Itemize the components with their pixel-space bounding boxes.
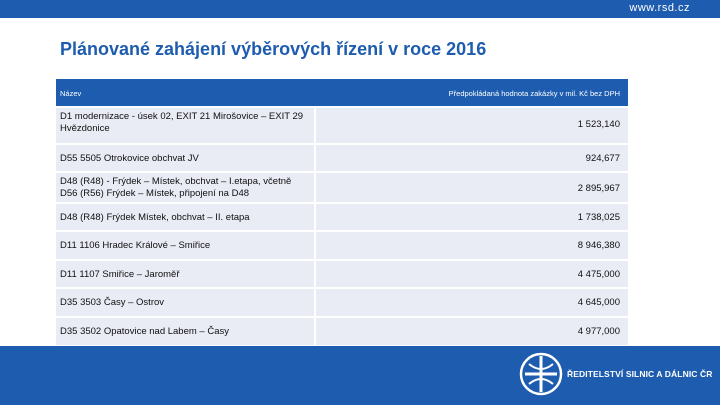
row-name: D11 1106 Hradec Králové – Smiřice: [60, 240, 211, 251]
row-value: 924,677: [585, 153, 620, 164]
row-value: 1 738,025: [577, 212, 620, 223]
table-row: [56, 106, 628, 143]
table-header: [56, 79, 628, 106]
row-name: D35 3502 Opatovice nad Labem – Časy: [60, 326, 229, 337]
row-value: 8 946,380: [577, 240, 620, 251]
table-row: [56, 287, 628, 316]
table-row: [56, 171, 628, 202]
top-bar: [0, 0, 720, 18]
column-header-value: Předpokládaná hodnota zakázky v mil. Kč bez DPH: [448, 89, 620, 98]
slide-title: Plánované zahájení výběrových řízení v roce 2016: [60, 39, 487, 59]
row-name: D48 (R48) - Frýdek – Místek, obchvat – I.etapa, včetně D56 (R56) Frýdek – Místek, připojení na D48: [60, 176, 292, 199]
organization-name: ŘEDITELSTVÍ SILNIC A DÁLNIC ČR: [567, 369, 713, 379]
row-value: 4 475,000: [577, 269, 620, 280]
tenders-table: [56, 79, 628, 345]
row-value: 2 895,967: [577, 183, 620, 194]
row-value: 4 977,000: [577, 326, 620, 337]
row-name: D35 3503 Časy – Ostrov: [60, 297, 165, 308]
table-row: [56, 259, 628, 287]
row-name: D1 modernizace - úsek 02, EXIT 21 Mirošovice – EXIT 29 Hvězdonice: [60, 111, 304, 134]
row-name: D48 (R48) Frýdek Místek, obchvat – II. etapa: [60, 212, 250, 223]
row-value: 1 523,140: [577, 119, 620, 130]
column-header-name: Název: [60, 89, 82, 98]
table-row: [56, 230, 628, 259]
highway-interchange-logo-icon: [519, 352, 563, 396]
website-url: www.rsd.cz: [629, 2, 690, 14]
row-name: D11 1107 Smiřice – Jaroměř: [60, 269, 180, 280]
row-name: D55 5505 Otrokovice obchvat JV: [60, 153, 199, 164]
row-value: 4 645,000: [577, 297, 620, 308]
table-row: [56, 202, 628, 230]
table-row: [56, 143, 628, 171]
table-row: [56, 316, 628, 345]
